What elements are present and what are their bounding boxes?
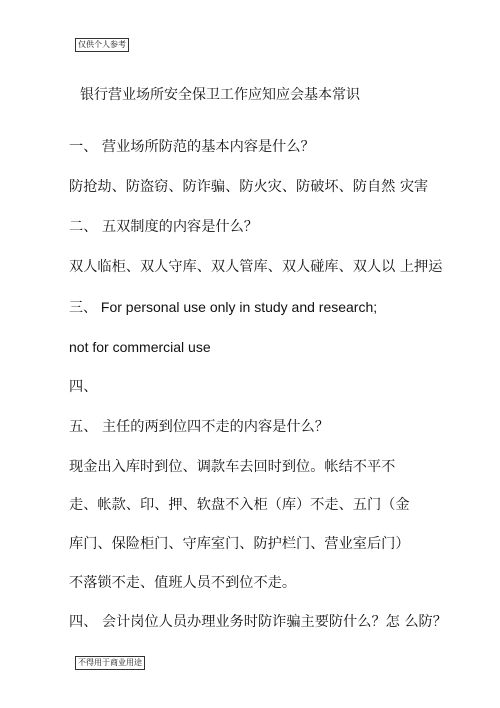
- answer-5-line-2: 走、帐款、印、押、软盘不入柜（库）不走、五门（金: [69, 497, 410, 513]
- section-4-heading: 四、: [69, 379, 98, 395]
- answer-2: 双人临柜、双人守库、双人管库、双人碰库、双人以 上押运: [69, 259, 443, 275]
- header-stamp: 仅供个人参考: [75, 38, 129, 52]
- answer-5-line-3: 库门、保险柜门、守库室门、防护栏门、营业室后门）: [69, 536, 410, 552]
- answer-5-line-1: 现金出入库时到位、调款车去回时到位。帐结不平不: [69, 459, 396, 475]
- answer-1: 防抢劫、防盗窃、防诈骗、防火灾、防破坏、防自然 灾害: [69, 179, 429, 195]
- footer-stamp: 不得用于商业用途: [75, 656, 145, 670]
- section-3-line: 三、 For personal use only in study and research;: [69, 299, 378, 315]
- section-3-continuation: not for commercial use: [69, 339, 211, 355]
- answer-5-line-4: 不落锁不走、值班人员不到位不走。: [69, 575, 297, 591]
- question-5: 五、 主任的两到位四不走的内容是什么？: [69, 419, 329, 435]
- document-title: 银行营业场所安全保卫工作应知应会基本常识: [80, 87, 360, 103]
- question-2: 二、 五双制度的内容是什么？: [69, 219, 258, 235]
- question-6: 四、 会计岗位人员办理业务时防诈骗主要防什么？怎 么防？: [69, 614, 447, 630]
- question-1: 一、 营业场所防范的基本内容是什么？: [69, 139, 315, 155]
